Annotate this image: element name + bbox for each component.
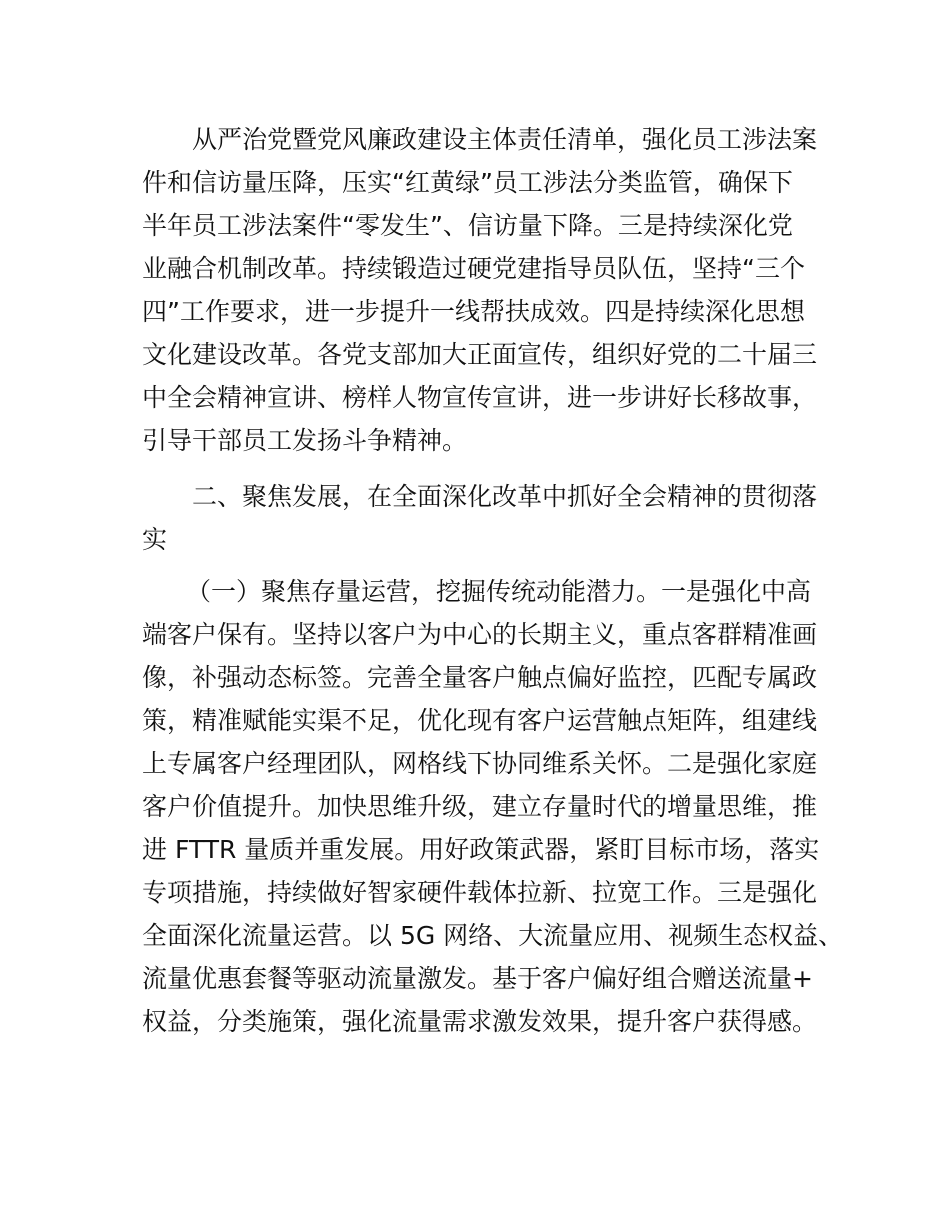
text-line: 从严治党暨党风廉政建设主体责任清单，强化员工涉法案	[192, 125, 818, 154]
text-line: 件和信访量压降，压实“红黄绿”员工涉法分类监管，确保下	[142, 168, 793, 197]
heading-line: 二、聚焦发展，在全面深化改革中抓好全会精神的贯彻落	[192, 482, 818, 511]
text-line: 权益，分类施策，强化流量需求激发效果，提升客户获得感。	[142, 1007, 818, 1036]
text-line: 流量优惠套餐等驱动流量激发。基于客户偏好组合赠送流量+	[142, 964, 813, 993]
text-line: （一）聚焦存量运营，挖掘传统动能潜力。一是强化中高	[186, 577, 812, 606]
text-line: 客户价值提升。加快思维升级，建立存量时代的增量思维，推	[142, 792, 818, 821]
text-line: 文化建设改革。各党支部加大正面宣传，组织好党的二十届三	[142, 340, 818, 369]
text-line: 半年员工涉法案件“零发生”、信访量下降。三是持续深化党	[142, 211, 793, 240]
text-line: 专项措施，持续做好智家硬件载体拉新、拉宽工作。三是强化	[142, 878, 818, 907]
text-line: 端客户保有。坚持以客户为中心的长期主义，重点客群精准画	[142, 620, 818, 649]
text-line: 业融合机制改革。持续锻造过硬党建指导员队伍，坚持“三个	[142, 254, 805, 283]
text-line: 四”工作要求，进一步提升一线帮扶成效。四是持续深化思想	[142, 297, 805, 326]
text-line: 像，补强动态标签。完善全量客户触点偏好监控，匹配专属政	[142, 663, 818, 692]
text-line: 全面深化流量运营。以 5G 网络、大流量应用、视频生态权益、	[142, 921, 844, 950]
text-line: 中全会精神宣讲、榜样人物宣传宣讲，进一步讲好长移故事，	[142, 383, 818, 412]
text-line: 进 FTTR 量质并重发展。用好政策武器，紧盯目标市场，落实	[142, 835, 820, 864]
text-line: 引导干部员工发扬斗争精神。	[142, 426, 468, 455]
text-line: 策，精准赋能实渠不足，优化现有客户运营触点矩阵，组建线	[142, 706, 818, 735]
heading-line: 实	[142, 525, 168, 554]
text-line: 上专属客户经理团队，网格线下协同维系关怀。二是强化家庭	[142, 749, 818, 778]
